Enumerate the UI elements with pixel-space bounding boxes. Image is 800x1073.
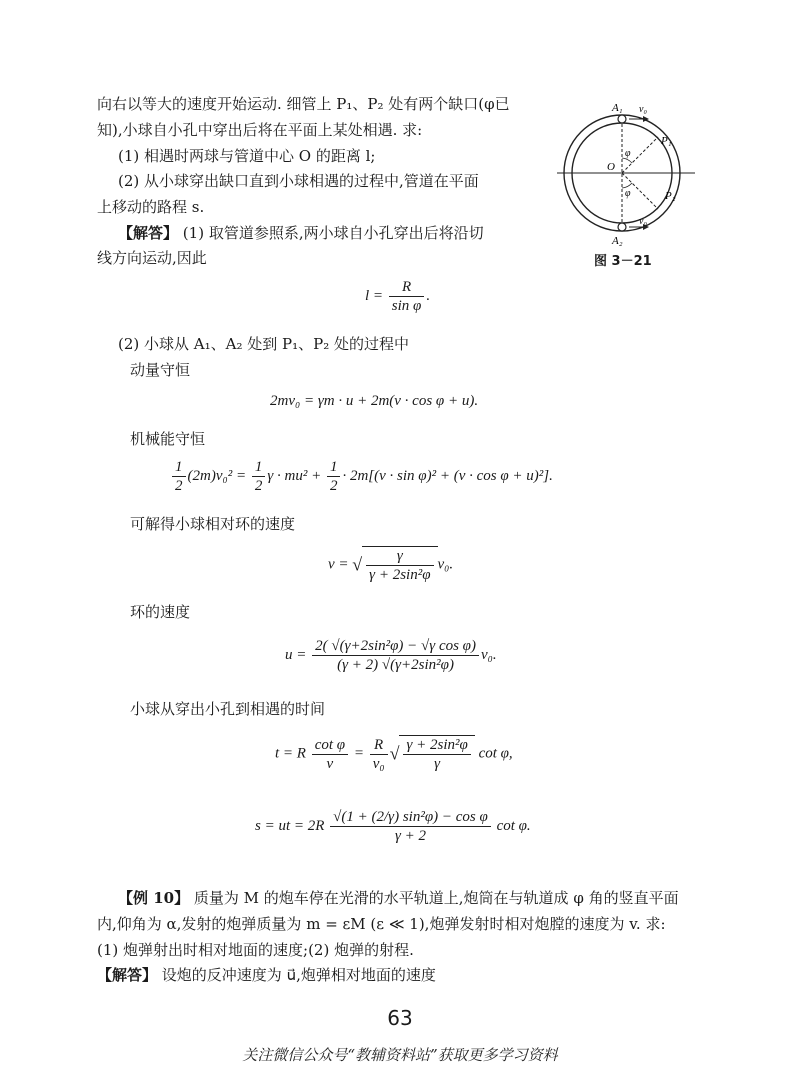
answer-label: 【解答】 <box>118 224 179 242</box>
footer-watermark: 关注微信公众号“教辅资料站”获取更多学习资料 <box>242 1046 558 1064</box>
text-line: 机械能守恒 <box>130 430 206 448</box>
ball-a1 <box>618 115 626 123</box>
example-line: 【例 10】 质量为 M 的炮车停在光滑的水平轨道上,炮筒在与轨道成 φ 角的竖直平面 <box>118 889 679 907</box>
figure-caption: 图 3－21 <box>594 254 652 269</box>
equation-t: t = R $\frac{\text{cot φ}}{v}$ = $\frac{R}{\text{v₀}}$ √ $\frac{\text{γ + 2sin²φ}}{\gamma}$ cot φ, <box>275 736 513 772</box>
text-line: 动量守恒 <box>130 361 191 379</box>
equation-momentum: 2mv₀ = γm · u + 2m(v · cos φ + u). <box>270 393 479 409</box>
text-line: 上移动的路程 s. <box>97 198 205 216</box>
label-a2: A₂ <box>612 235 623 247</box>
page-number: 63 <box>387 1006 413 1030</box>
label-o: O <box>607 161 615 173</box>
ring-diagram <box>555 98 705 248</box>
text-line: (1) 炮弹射出时相对地面的速度;(2) 炮弹的射程. <box>97 941 414 959</box>
label-phi-bottom: φ <box>625 188 631 199</box>
ball-a2 <box>618 223 626 231</box>
label-p1: P₁ <box>661 135 672 147</box>
answer-text: (1) 取管道参照系,两小球自小孔穿出后将沿切 <box>182 224 484 242</box>
text-line: 向右以等大的速度开始运动. 细管上 P₁、P₂ 处有两个缺口(φ已 <box>97 95 510 113</box>
label-v0-bottom: v₀ <box>639 216 647 227</box>
text-line: 环的速度 <box>130 603 191 621</box>
answer-line: 【解答】 设炮的反冲速度为 u⃗,炮弹相对地面的速度 <box>97 966 436 984</box>
text-line: 内,仰角为 α,发射的炮弹质量为 m = εM (ε ≪ 1),炮弹发射时相对炮膛的速度为 v. 求: <box>97 915 666 933</box>
equation-v: v = √ $\frac{\gamma}{\text{γ + 2sin²φ}}$ v₀. <box>328 548 454 583</box>
question-1: (1) 相遇时两球与管道中心 O 的距离 l; <box>118 147 376 165</box>
equation-s: s = ut = 2R $\frac{\text{√(1 + (2/γ) sin²φ) − cos φ}}{\gamma + 2}$ cot φ. <box>255 809 531 844</box>
equation-u: u = $\frac{\text{2( √(γ+2sin²φ) − √γ cos φ)}}{\text{(γ + 2) √(γ+2sin²φ)}}$ v₀. <box>285 638 497 673</box>
text-line: 知),小球自小孔中穿出后将在平面上某处相遇. 求: <box>97 121 423 139</box>
example-label: 【例 10】 <box>118 889 190 907</box>
equation-l: l = $\frac{R}{\text{sin φ}}$ . <box>365 279 431 314</box>
text-line: 小球从穿出小孔到相遇的时间 <box>130 700 326 718</box>
label-p2: P₂ <box>665 190 676 202</box>
equation-energy: $\frac{1}{2}$ (2m)v₀² = $\frac{1}{2}$ γ · mu² + $\frac{1}{2}$ · 2m[(v · sin φ)² + (v · cos φ + u)²]. <box>170 458 553 495</box>
label-phi-top: φ <box>625 148 631 159</box>
answer-line <box>118 222 484 244</box>
question-2: (2) 从小球穿出缺口直到小球相遇的过程中,管道在平面 <box>118 172 479 190</box>
text-line: 线方向运动,因此 <box>97 249 207 267</box>
answer-label: 【解答】 <box>97 966 158 984</box>
text-line: (2) 小球从 A₁、A₂ 处到 P₁、P₂ 处的过程中 <box>118 335 409 353</box>
label-a1: A₁ <box>612 102 623 114</box>
label-v0-top: v₀ <box>639 104 647 115</box>
text-line: 可解得小球相对环的速度 <box>130 515 296 533</box>
